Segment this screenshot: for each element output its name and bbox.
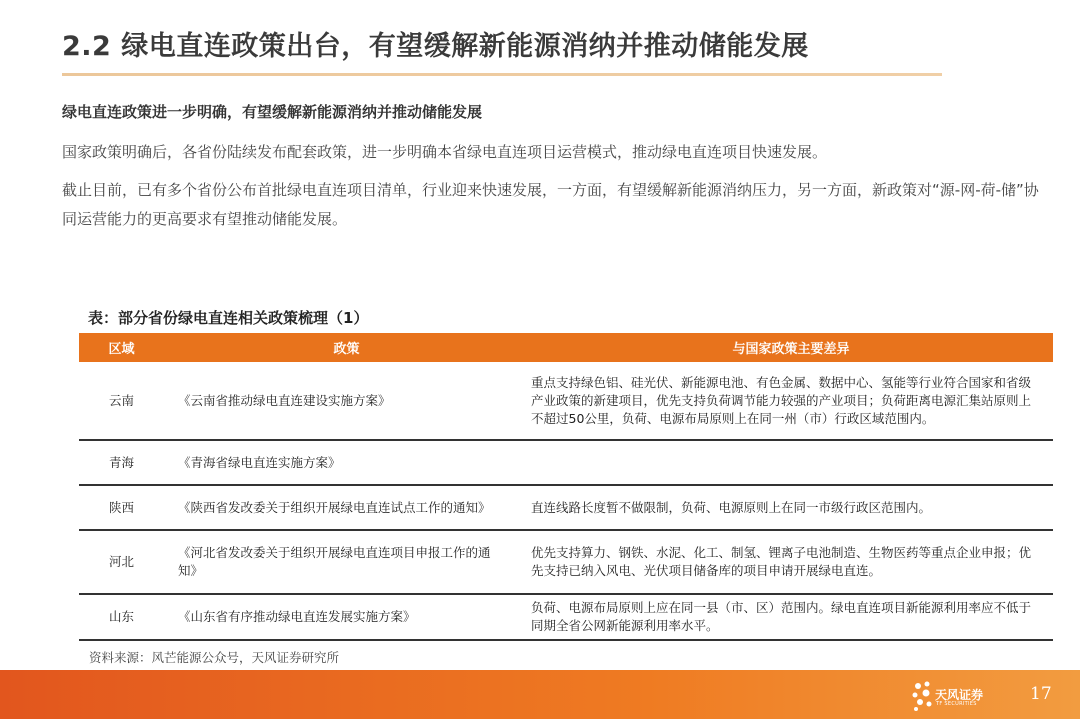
page-number: 17 bbox=[1030, 684, 1052, 704]
difference-cell: 直连线路长度暂不做限制，负荷、电源原则上在同一市级行政区范围内。 bbox=[529, 485, 1053, 530]
table-row bbox=[79, 440, 1053, 485]
paragraph-1: 国家政策明确后，各省份陆续发布配套政策，进一步明确本省绿电直连项目运营模式，推动绿电直连项目快速发展。 bbox=[62, 143, 828, 161]
difference-cell: 优先支持算力、钢铁、水泥、化工、制氢、锂离子电池制造、生物医药等重点企业申报；优先支持已纳入风电、光伏项目储备库的项目申请开展绿电直连。 bbox=[529, 530, 1053, 594]
slide-title: 2.2 绿电直连政策出台，有望缓解新能源消纳并推动储能发展 bbox=[62, 31, 809, 62]
region-cell: 青海 bbox=[79, 440, 164, 485]
difference-cell: 重点支持绿色铝、硅光伏、新能源电池、有色金属、数据中心、氢能等行业符合国家和省级产业政策的新建项目，优先支持负荷调节能力较强的产业项目；负荷距离电源汇集站原则上不超过50公里，负荷、电源布局原则上在同一州（市）行政区域范围内。 bbox=[529, 362, 1053, 440]
difference-cell bbox=[529, 440, 1053, 485]
section-subheading: 绿电直连政策进一步明确，有望缓解新能源消纳并推动储能发展 bbox=[62, 103, 483, 121]
table-row bbox=[79, 485, 1053, 530]
table-row bbox=[79, 530, 1053, 594]
table-header-row bbox=[79, 333, 1053, 362]
logo-name: 天风证券 bbox=[935, 688, 984, 702]
policy-cell: 《青海省绿电直连实施方案》 bbox=[164, 440, 529, 485]
header-difference: 与国家政策主要差异 bbox=[529, 333, 1053, 362]
title-divider bbox=[62, 73, 942, 76]
policy-cell: 《河北省发改委关于组织开展绿电直连项目申报工作的通知》 bbox=[164, 530, 529, 594]
table-caption: 表：部分省份绿电直连相关政策梳理（1） bbox=[88, 309, 369, 327]
region-cell: 陕西 bbox=[79, 485, 164, 530]
table-row bbox=[79, 594, 1053, 640]
policy-cell: 《山东省有序推动绿电直连发展实施方案》 bbox=[164, 594, 529, 640]
difference-cell: 负荷、电源布局原则上应在同一县（市、区）范围内。绿电直连项目新能源利用率应不低于同期全省公网新能源利用率水平。 bbox=[529, 594, 1053, 640]
policy-table bbox=[79, 333, 1053, 641]
policy-cell: 《云南省推动绿电直连建设实施方案》 bbox=[164, 362, 529, 440]
region-cell: 河北 bbox=[79, 530, 164, 594]
paragraph-2: 截止目前，已有多个省份公布首批绿电直连项目清单，行业迎来快速发展，一方面，有望缓解新能源消纳压力，另一方面，新政策对“源-网-荷-储”协同运营能力的更高要求有望推动储能发展。 bbox=[62, 181, 1039, 228]
header-region: 区域 bbox=[79, 333, 164, 362]
region-cell: 山东 bbox=[79, 594, 164, 640]
logo-subtitle: TF SECURITIES bbox=[936, 701, 977, 707]
policy-cell: 《陕西省发改委关于组织开展绿电直连试点工作的通知》 bbox=[164, 485, 529, 530]
region-cell: 云南 bbox=[79, 362, 164, 440]
source-note: 资料来源：风芒能源公众号，天风证券研究所 bbox=[89, 650, 340, 665]
header-policy: 政策 bbox=[164, 333, 529, 362]
table-row bbox=[79, 362, 1053, 440]
